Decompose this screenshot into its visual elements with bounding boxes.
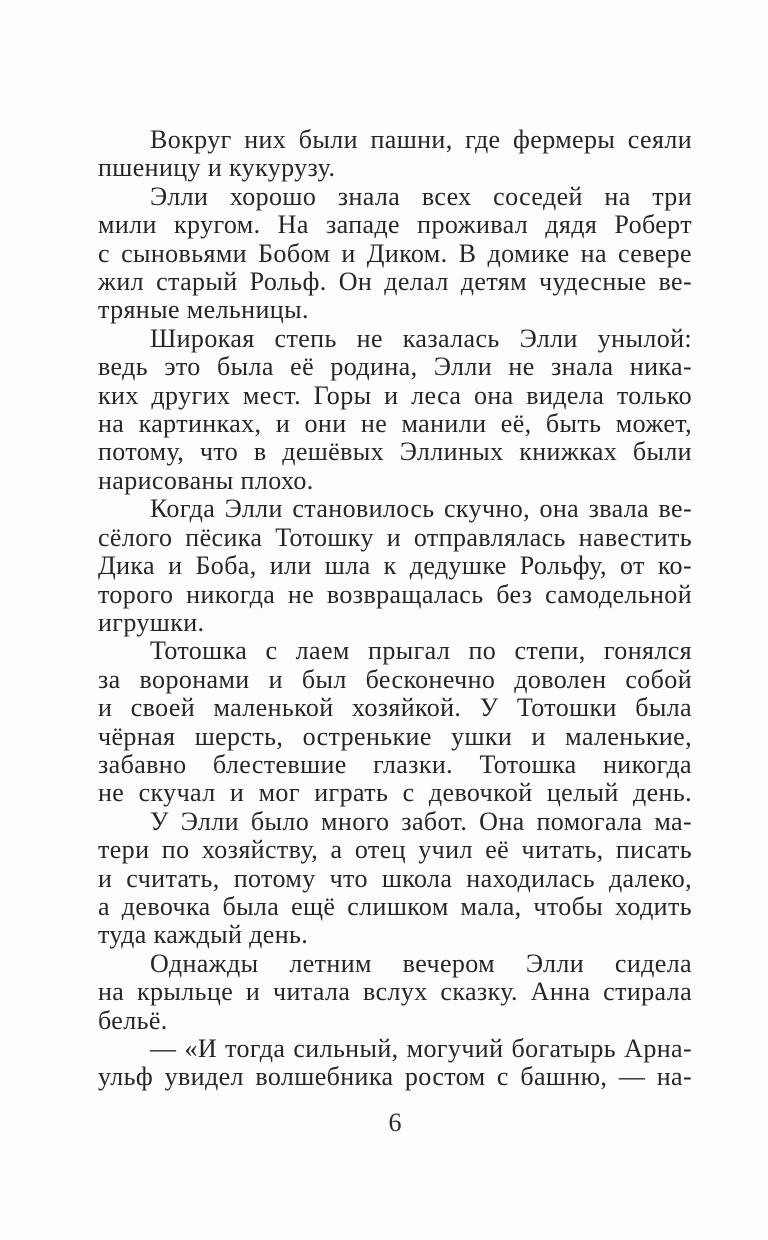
page-number: 6 xyxy=(388,1108,402,1137)
text-line: Дика и Боба, или шла к дедушке Рольфу, от ко- xyxy=(98,551,692,581)
text-line: тряные мельницы. xyxy=(98,295,309,325)
paragraph xyxy=(98,325,692,495)
text-line: за воронами и был бесконечно доволен собой xyxy=(98,664,692,694)
text-line: Когда Элли становилось скучно, она звала ве- xyxy=(150,494,692,524)
text-line: Вокруг них были пашни, где фермеры сеяли xyxy=(150,125,692,154)
text-line: бельё. xyxy=(98,1005,168,1035)
paragraph xyxy=(98,126,692,183)
text-line: торого никогда не возвращалась без самодельной xyxy=(98,579,692,609)
text-line: тери по хозяйству, а отец учил её читать, писать xyxy=(98,835,692,865)
text-line: забавно блестевшие глазки. Тотошка никогда xyxy=(98,749,692,779)
text-line: туда каждый день. xyxy=(98,920,309,950)
text-line: и своей маленькой хозяйкой. У Тотошки была xyxy=(98,693,692,723)
text-line: игрушки. xyxy=(98,607,205,637)
paragraph xyxy=(98,1035,692,1092)
text-line: Однажды летним вечером Элли сидела xyxy=(150,948,692,978)
paragraph xyxy=(98,183,692,325)
paragraph xyxy=(98,637,692,807)
paragraph xyxy=(98,808,692,950)
paragraph xyxy=(98,495,692,637)
text-line: сёлого пёсика Тотошку и отправлялась навестить xyxy=(98,522,692,552)
text-line: не скучал и мог играть с девочкой целый день. xyxy=(98,778,692,808)
text-line: потому, что в дешёвых Эллиных книжках были xyxy=(98,437,692,467)
text-line: чёрная шерсть, остренькие ушки и маленькие, xyxy=(98,721,692,751)
text-line: пшеницу и кукурузу. xyxy=(98,153,336,183)
text-line: ких других мест. Горы и леса она видела только xyxy=(98,380,692,410)
page-text xyxy=(98,126,692,1092)
text-line: нарисованы плохо. xyxy=(98,465,314,495)
text-line: Тотошка с лаем прыгал по степи, гонялся xyxy=(150,636,692,666)
text-line: мили кругом. На западе проживал дядя Роберт xyxy=(98,210,692,240)
text-line: на картинках, и они не манили её, быть может, xyxy=(98,409,692,439)
text-line: и считать, потому что школа находилась далеко, xyxy=(98,863,692,893)
text-line: У Элли было много забот. Она помогала ма- xyxy=(150,806,692,836)
text-line: ульф увидел волшебника ростом с башню, — на- xyxy=(98,1062,692,1092)
text-line: на крыльце и читала вслух сказку. Анна стирала xyxy=(98,977,692,1007)
text-line: Элли хорошо знала всех соседей на три xyxy=(150,181,692,211)
paragraph xyxy=(98,950,692,1035)
text-line: а девочка была ещё слишком мала, чтобы ходить xyxy=(98,891,692,921)
text-line: жил старый Рольф. Он делал детям чудесные ве- xyxy=(98,267,692,297)
text-line: ведь это была её родина, Элли не знала ника- xyxy=(98,352,692,382)
text-line: с сыновьями Бобом и Диком. В домике на севере xyxy=(98,238,692,268)
text-line: Широкая степь не казалась Элли унылой: xyxy=(150,323,692,353)
text-line: — «И тогда сильный, могучий богатырь Арна- xyxy=(150,1034,692,1063)
